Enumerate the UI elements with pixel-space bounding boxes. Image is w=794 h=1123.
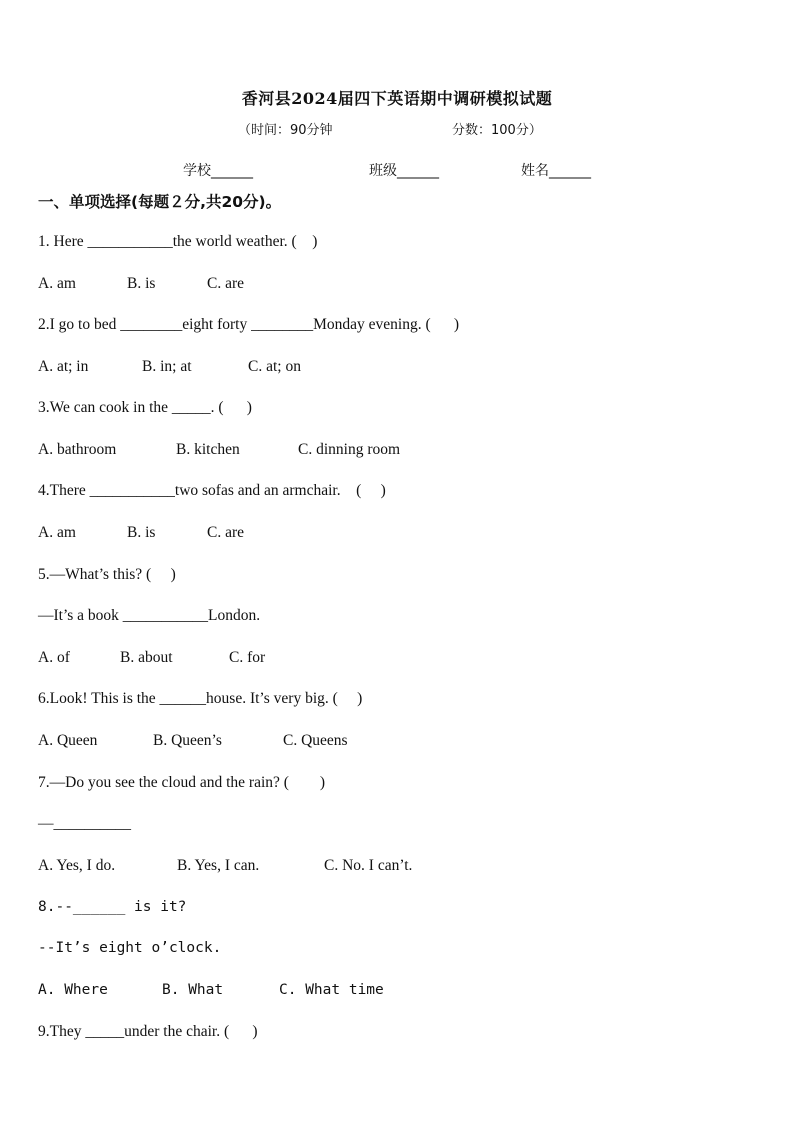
q3-option-a: A. bathroom [38, 441, 117, 458]
q6-option-c: C. Queens [283, 732, 348, 749]
exam-score: 分数：100分） [452, 123, 542, 138]
q1-option-b: B. is [127, 275, 156, 292]
q7-option-b: B. Yes, I can. [177, 857, 260, 874]
q7-option-c: C. No. I can’t. [324, 857, 413, 874]
q5-option-b: B. about [120, 649, 173, 666]
q2-option-c: C. at; on [248, 358, 301, 375]
q1-option-c: C. are [207, 275, 245, 292]
q5-option-a: A. of [38, 649, 70, 666]
question-5-answer-line: —It’s a book ___________London. [38, 607, 261, 624]
q4-option-b: B. is [127, 524, 156, 541]
exam-title: 香河县2024届四下英语期中调研模拟试题 [241, 89, 553, 108]
q5-option-c: C. for [229, 649, 266, 666]
question-2: 2.I go to bed ________eight forty ________Monday evening. ( ) [38, 316, 460, 333]
q8-option-b: B. What [162, 982, 224, 998]
q8-option-c: C. What time [279, 982, 384, 998]
q7-option-a: A. Yes, I do. [38, 857, 116, 874]
section-title: 一、单项选择(每题２分,共20分)。 [38, 193, 282, 211]
q6-option-b: B. Queen’s [153, 732, 222, 749]
q2-option-b: B. in; at [142, 358, 192, 375]
question-6: 6.Look! This is the ______house. It’s very big. ( ) [38, 690, 363, 707]
q3-option-c: C. dinning room [298, 441, 401, 458]
q2-option-a: A. at; in [38, 358, 89, 375]
exam-time: （时间：90分钟 [238, 123, 333, 138]
name-field: 姓名______ [521, 163, 591, 179]
question-4: 4.There ___________two sofas and an armchair. ( ) [38, 482, 386, 499]
question-8-answer-line: --It’s eight o’clock. [38, 940, 222, 956]
question-7-answer-line: —__________ [38, 815, 131, 832]
question-1: 1. Here ___________the world weather. ( ) [38, 233, 318, 250]
q8-option-a: A. Where [38, 982, 108, 998]
q4-option-a: A. am [38, 524, 76, 541]
question-7: 7.—Do you see the cloud and the rain? ( ) [38, 774, 326, 791]
class-field: 班级______ [369, 163, 439, 179]
q3-option-b: B. kitchen [176, 441, 240, 458]
question-3: 3.We can cook in the _____. ( ) [38, 399, 252, 416]
question-9: 9.They _____under the chair. ( ) [38, 1023, 258, 1040]
q4-option-c: C. are [207, 524, 245, 541]
school-field: 学校______ [183, 163, 253, 179]
q6-option-a: A. Queen [38, 732, 98, 749]
question-8: 8.--______ is it? [38, 899, 187, 915]
q1-option-a: A. am [38, 275, 76, 292]
question-5: 5.—What’s this? ( ) [38, 566, 176, 583]
